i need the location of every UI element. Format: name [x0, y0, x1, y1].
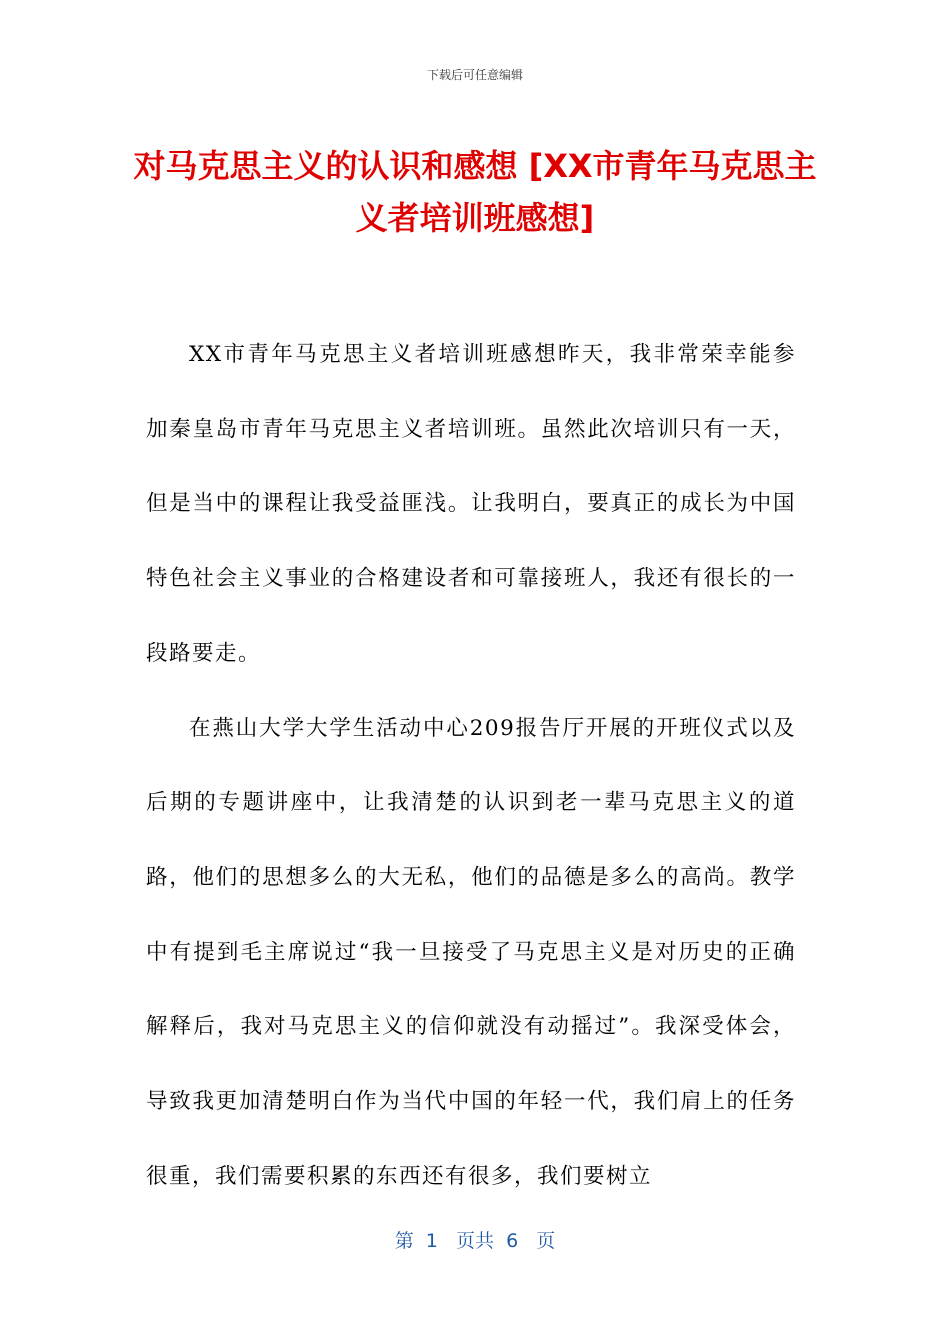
- paragraph-2: 在燕山大学大学生活动中心209报告厅开展的开班仪式以及后期的专题讲座中，让我清楚的认识到老一辈马克思主义的道路，他们的思想多么的大无私，他们的品德是多么的高尚。教学中有提到毛主席说过“我一旦接受了马克思主义是对历史的正确解释后，我对马克思主义的信仰就没有动摇过”。我深受体会，导致我更加清楚明白作为当代中国的年轻一代，我们肩上的任务很重，我们需要积累的东西还有很多，我们要树立: [146, 715, 796, 1189]
- document-title: 对马克思主义的认识和感想 [XX市青年马克思主义者培训班感想]: [133, 147, 817, 237]
- paragraph-1: XX市青年马克思主义者培训班感想昨天，我非常荣幸能参加秦皇岛市青年马克思主义者培训班。虽然此次培训只有一天，但是当中的课程让我受益匪浅。让我明白，要真正的成长为中国特色社会主义事业的合格建设者和可靠接班人，我还有很长的一段路要走。: [146, 342, 796, 666]
- header-note: 下载后可任意编辑: [426, 68, 523, 82]
- page-footer: 第 1 页共 6 页: [394, 1230, 556, 1252]
- document-body: [146, 318, 796, 1214]
